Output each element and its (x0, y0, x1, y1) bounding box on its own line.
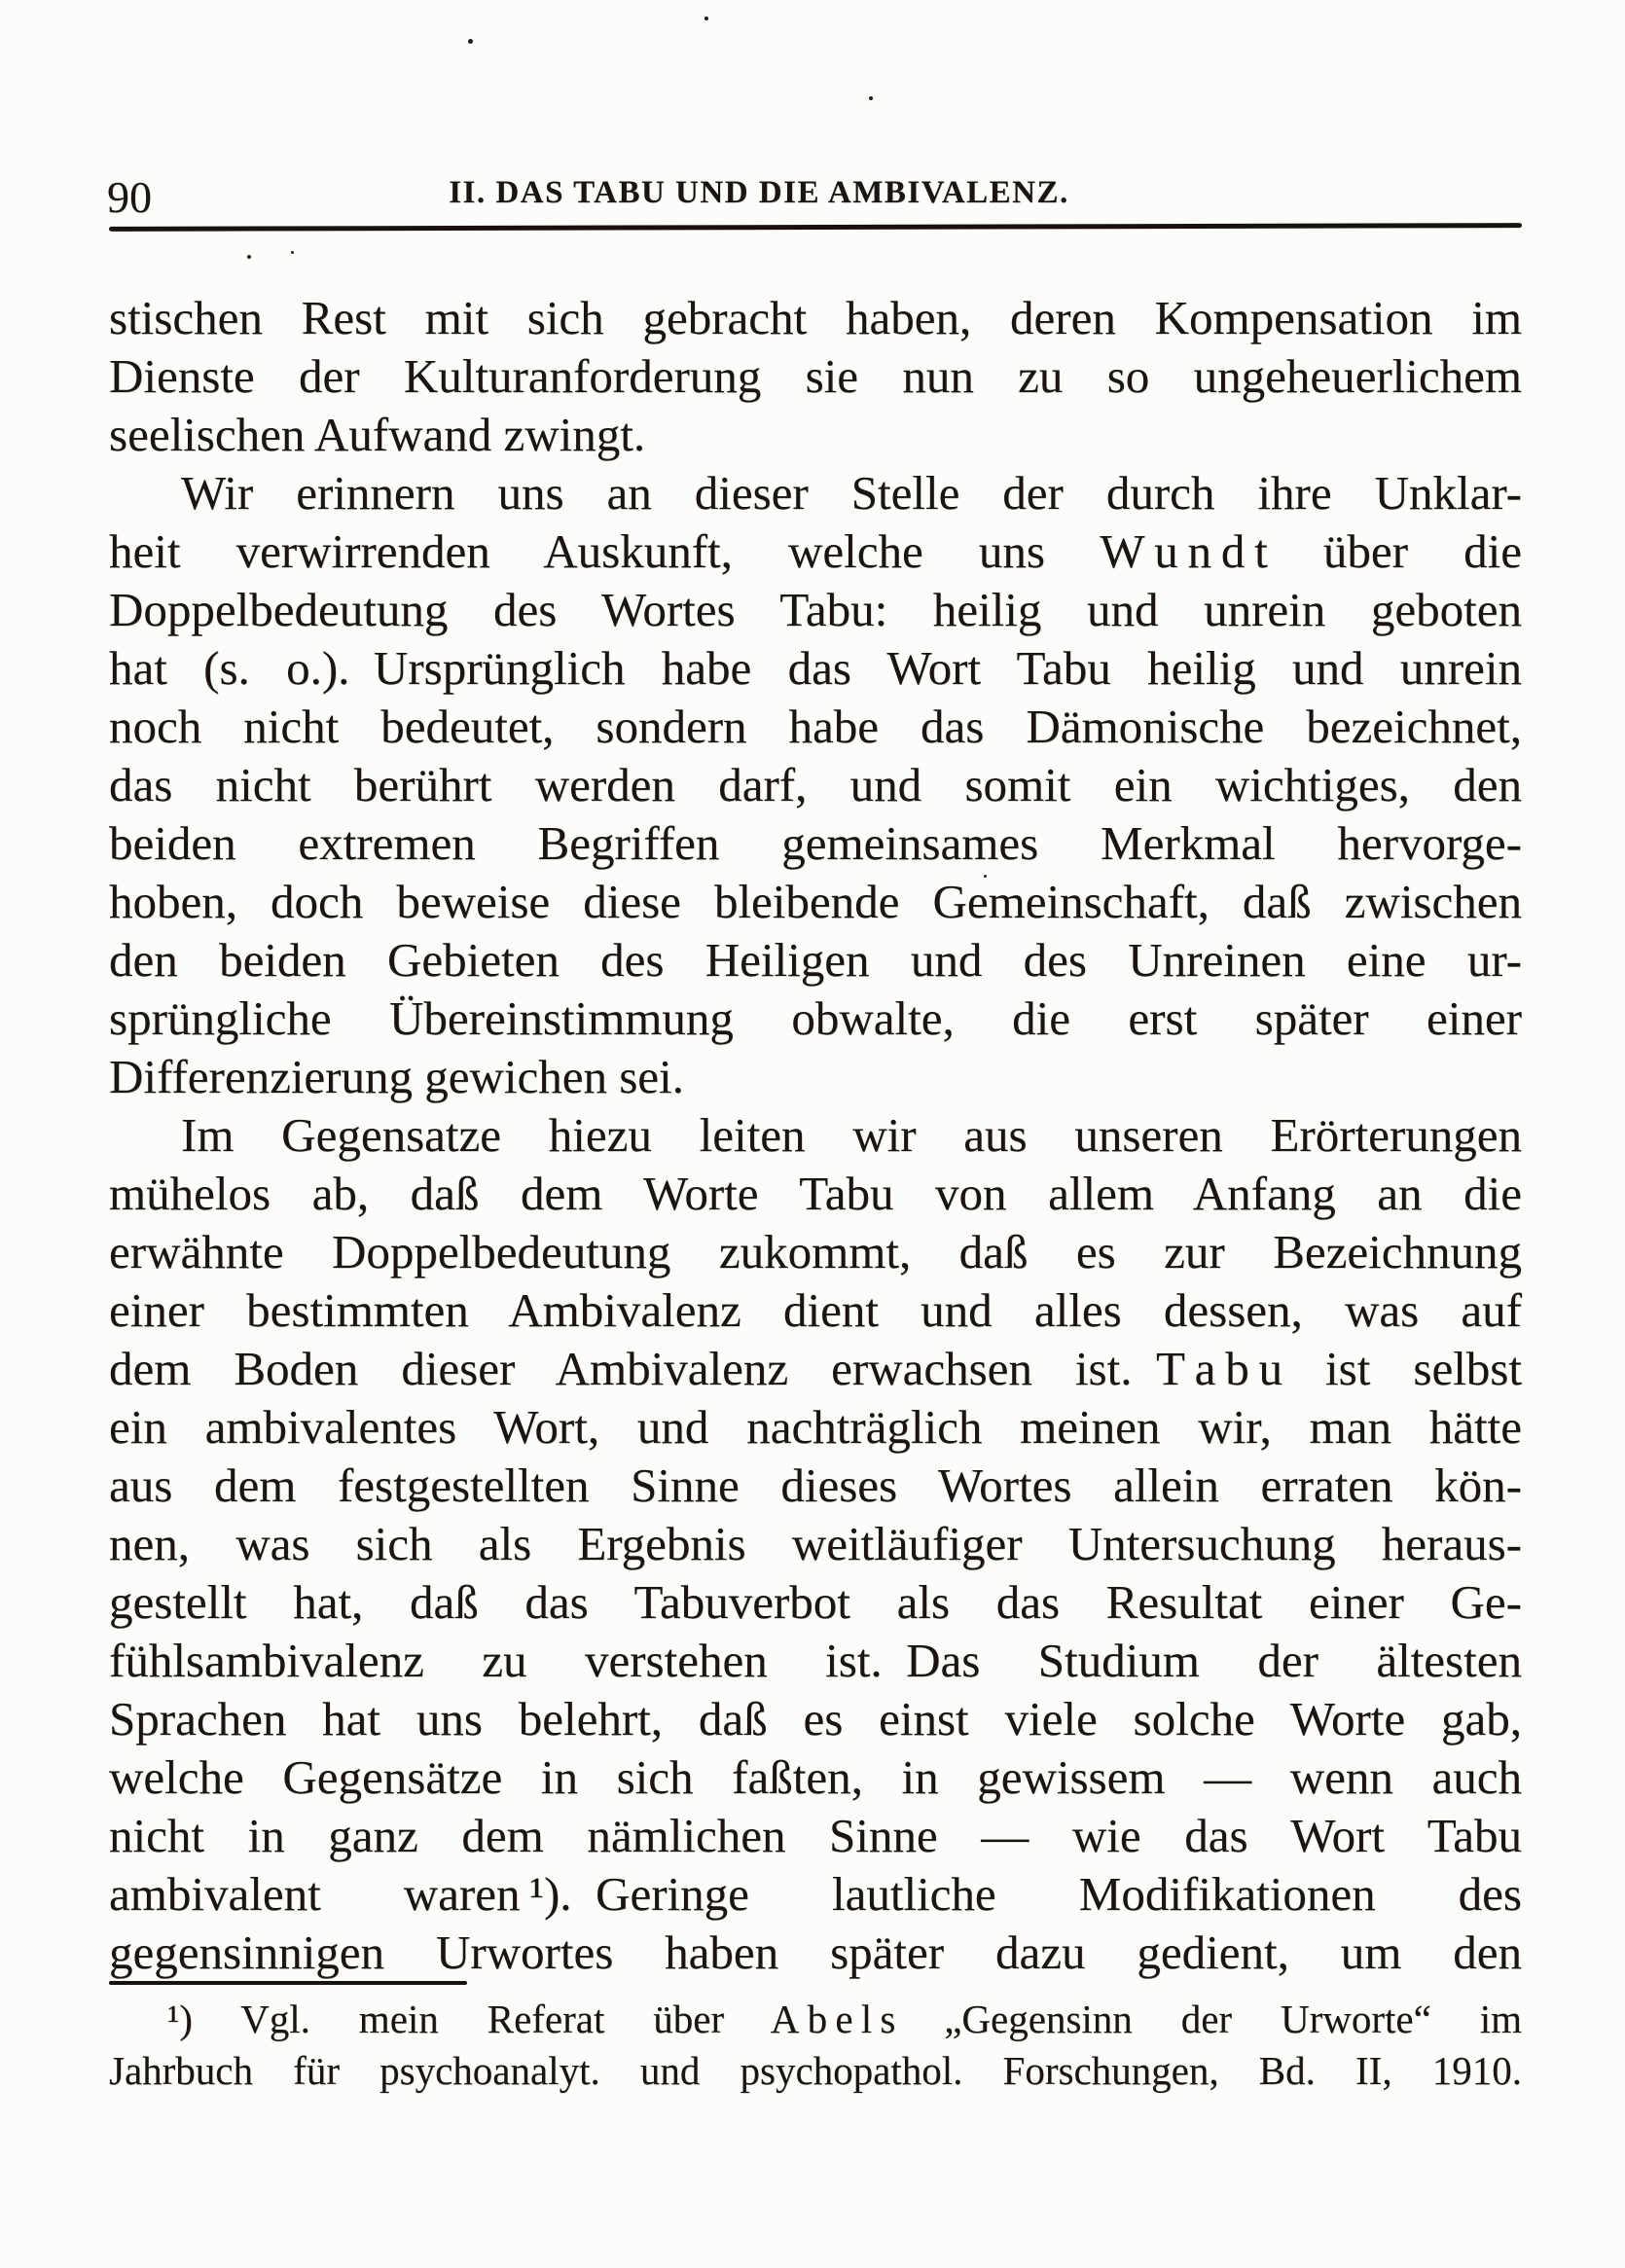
running-title: II. DAS TABU UND DIE AMBIVALENZ. (449, 175, 1069, 210)
text-line: ein ambivalentes Wort, und nachträglich meinen wir, man hätte (109, 1400, 1522, 1454)
text-line: gestellt hat, daß das Tabuverbot als das Resultat einer Ge- (109, 1575, 1522, 1629)
text-line: Jahrbuch für psychoanalyt. und psychopathol. Forschungen, Bd. II, 1910. (109, 2048, 1522, 2093)
text-line: fühlsambivalenz zu verstehen ist. Das Studium der ältesten (109, 1634, 1522, 1687)
scan-speck (468, 39, 473, 44)
footnote-rule (109, 1981, 467, 1985)
text-line: aus dem festgestellten Sinne dieses Wortes allein erraten kön- (109, 1458, 1522, 1512)
scan-speck (869, 96, 873, 100)
text-line: das nicht berührt werden darf, und somit ein wichtiges, den (109, 758, 1522, 811)
scan-speck (247, 255, 251, 259)
text-line: noch nicht bedeutet, sondern habe das Dämonische bezeichnet, (109, 700, 1522, 753)
text-line: stischen Rest mit sich gebracht haben, deren Kompensation im (109, 291, 1522, 344)
text-line: Wir erinnern uns an dieser Stelle der durch ihre Unklar- (181, 466, 1522, 520)
header-rule (109, 223, 1522, 232)
text-line: nen, was sich als Ergebnis weitläufiger Untersuchung heraus- (109, 1517, 1522, 1570)
scan-speck (291, 251, 294, 254)
text-line: dem Boden dieser Ambivalenz erwachsen ist. T a b u ist selbst (109, 1342, 1522, 1395)
text-line: hat (s. o.). Ursprünglich habe das Wort Tabu heilig und unrein (109, 641, 1522, 695)
text-line: Sprachen hat uns belehrt, daß es einst viele solche Worte gab, (109, 1692, 1522, 1746)
text-line: beiden extremen Begriffen gemeinsames Merkmal hervorge- (109, 816, 1522, 870)
page-number: 90 (107, 172, 152, 222)
text-line: sprüngliche Übereinstimmung obwalte, die erst später einer (109, 991, 1522, 1045)
text-line: Differenzierung gewichen sei. (109, 1050, 684, 1103)
text-line: ¹) Vgl. mein Referat über A b e l s „Gegensinn der Urworte“ im (167, 1997, 1522, 2041)
text-line: mühelos ab, daß dem Worte Tabu von allem Anfang an die (109, 1167, 1522, 1220)
text-line: hoben, doch beweise diese bleibende Gemeinschaft, daß zwischen (109, 875, 1522, 928)
text-line: welche Gegensätze in sich faßten, in gewissem — wenn auch (109, 1750, 1522, 1804)
text-line: den beiden Gebieten des Heiligen und des Unreinen eine ur- (109, 933, 1522, 987)
text-line: Doppelbedeutung des Wortes Tabu: heilig und unrein geboten (109, 583, 1522, 636)
body-text (109, 289, 1522, 1982)
text-line: einer bestimmten Ambivalenz dient und alles dessen, was auf (109, 1283, 1522, 1337)
text-line: erwähnte Doppelbedeutung zukommt, daß es zur Bezeichnung (109, 1225, 1522, 1278)
scan-speck (704, 17, 708, 20)
text-line: ambivalent waren ¹). Geringe lautliche Modifikationen des (109, 1867, 1522, 1921)
text-line: seelischen Aufwand zwingt. (109, 408, 646, 461)
text-line: Dienste der Kulturanforderung sie nun zu so ungeheuerlichem (109, 349, 1522, 403)
footnote (109, 1994, 1522, 2097)
text-line: heit verwirrenden Auskunft, welche uns W u n d t über die (109, 524, 1522, 578)
text-line: nicht in ganz dem nämlichen Sinne — wie das Wort Tabu (109, 1809, 1522, 1862)
text-line: Im Gegensatze hiezu leiten wir aus unseren Erörterungen (181, 1108, 1522, 1162)
text-line: gegensinnigen Urwortes haben später dazu gedient, um den (109, 1926, 1522, 1979)
